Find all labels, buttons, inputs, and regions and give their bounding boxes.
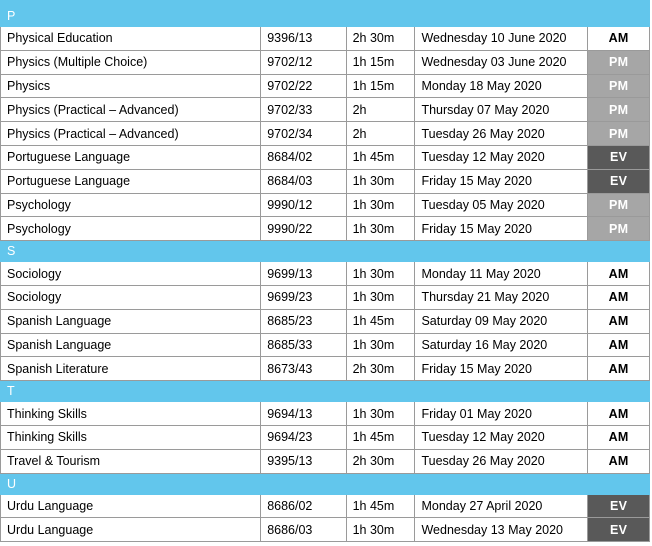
- table-row: [1, 169, 650, 193]
- cell-syllabus-code: 9702/22: [261, 74, 346, 98]
- table-row: [1, 27, 650, 51]
- cell-date: Saturday 09 May 2020: [415, 309, 588, 333]
- cell-session-badge: EV: [588, 145, 650, 169]
- cell-syllabus-code: 9699/23: [261, 285, 346, 309]
- cell-subject: Spanish Language: [1, 333, 261, 357]
- cell-session-badge: AM: [588, 285, 650, 309]
- cell-session-badge: AM: [588, 333, 650, 357]
- cell-duration: 1h 30m: [346, 217, 415, 241]
- cell-duration: 1h 45m: [346, 425, 415, 449]
- cell-duration: 1h 30m: [346, 285, 415, 309]
- cell-date: Friday 15 May 2020: [415, 357, 588, 381]
- cell-syllabus-code: 9699/13: [261, 262, 346, 286]
- cell-subject: Thinking Skills: [1, 402, 261, 426]
- table-row: [1, 449, 650, 473]
- cell-syllabus-code: 9694/13: [261, 402, 346, 426]
- cell-syllabus-code: 8685/33: [261, 333, 346, 357]
- cell-date: Tuesday 05 May 2020: [415, 193, 588, 217]
- table-row: [1, 357, 650, 381]
- group-header-row: [1, 241, 650, 262]
- cell-session-badge: AM: [588, 27, 650, 51]
- table-row: [1, 145, 650, 169]
- cell-duration: 1h 45m: [346, 309, 415, 333]
- cell-duration: 2h: [346, 122, 415, 146]
- cell-date: Wednesday 10 June 2020: [415, 27, 588, 51]
- cell-syllabus-code: 9702/34: [261, 122, 346, 146]
- cell-subject: Portuguese Language: [1, 169, 261, 193]
- cell-date: Friday 15 May 2020: [415, 169, 588, 193]
- cell-date: Friday 15 May 2020: [415, 217, 588, 241]
- table-row: [1, 425, 650, 449]
- cell-duration: 1h 45m: [346, 494, 415, 518]
- table-row: [1, 518, 650, 542]
- cell-syllabus-code: 8686/03: [261, 518, 346, 542]
- cell-subject: Psychology: [1, 217, 261, 241]
- cell-syllabus-code: 8686/02: [261, 494, 346, 518]
- cell-date: Friday 01 May 2020: [415, 402, 588, 426]
- exam-timetable-body: [1, 6, 650, 542]
- cell-subject: Physics: [1, 74, 261, 98]
- cell-subject: Psychology: [1, 193, 261, 217]
- cell-subject: Spanish Language: [1, 309, 261, 333]
- table-row: [1, 122, 650, 146]
- cell-date: Thursday 07 May 2020: [415, 98, 588, 122]
- cell-date: Saturday 16 May 2020: [415, 333, 588, 357]
- cell-duration: 1h 30m: [346, 169, 415, 193]
- cell-syllabus-code: 9702/33: [261, 98, 346, 122]
- cell-subject: Travel & Tourism: [1, 449, 261, 473]
- exam-timetable-table: [0, 5, 650, 542]
- cell-syllabus-code: 9396/13: [261, 27, 346, 51]
- group-header-letter: P: [1, 6, 650, 27]
- cell-subject: Sociology: [1, 285, 261, 309]
- cell-date: Tuesday 26 May 2020: [415, 122, 588, 146]
- cell-session-badge: PM: [588, 74, 650, 98]
- cell-session-badge: AM: [588, 309, 650, 333]
- cell-date: Wednesday 13 May 2020: [415, 518, 588, 542]
- cell-duration: 2h: [346, 98, 415, 122]
- cell-syllabus-code: 9694/23: [261, 425, 346, 449]
- cell-date: Monday 18 May 2020: [415, 74, 588, 98]
- cell-syllabus-code: 8685/23: [261, 309, 346, 333]
- cell-session-badge: PM: [588, 193, 650, 217]
- cell-duration: 1h 30m: [346, 333, 415, 357]
- cell-date: Monday 27 April 2020: [415, 494, 588, 518]
- cell-subject: Physical Education: [1, 27, 261, 51]
- cell-date: Tuesday 26 May 2020: [415, 449, 588, 473]
- cell-session-badge: AM: [588, 262, 650, 286]
- cell-subject: Urdu Language: [1, 518, 261, 542]
- cell-syllabus-code: 9990/22: [261, 217, 346, 241]
- cell-session-badge: AM: [588, 425, 650, 449]
- table-row: [1, 193, 650, 217]
- cell-subject: Spanish Literature: [1, 357, 261, 381]
- table-row: [1, 309, 650, 333]
- cell-syllabus-code: 8673/43: [261, 357, 346, 381]
- cell-date: Tuesday 12 May 2020: [415, 425, 588, 449]
- table-row: [1, 402, 650, 426]
- cell-subject: Physics (Multiple Choice): [1, 50, 261, 74]
- group-header-letter: T: [1, 381, 650, 402]
- cell-session-badge: EV: [588, 518, 650, 542]
- cell-subject: Sociology: [1, 262, 261, 286]
- cell-session-badge: PM: [588, 122, 650, 146]
- table-row: [1, 50, 650, 74]
- cell-duration: 2h 30m: [346, 357, 415, 381]
- cell-duration: 1h 30m: [346, 262, 415, 286]
- cell-session-badge: PM: [588, 217, 650, 241]
- table-row: [1, 494, 650, 518]
- table-row: [1, 262, 650, 286]
- cell-duration: 1h 30m: [346, 193, 415, 217]
- cell-subject: Portuguese Language: [1, 145, 261, 169]
- cell-session-badge: EV: [588, 169, 650, 193]
- cell-session-badge: AM: [588, 357, 650, 381]
- cell-subject: Thinking Skills: [1, 425, 261, 449]
- group-header-row: [1, 473, 650, 494]
- cell-duration: 1h 30m: [346, 402, 415, 426]
- table-row: [1, 217, 650, 241]
- cell-session-badge: EV: [588, 494, 650, 518]
- cell-session-badge: AM: [588, 402, 650, 426]
- cell-date: Thursday 21 May 2020: [415, 285, 588, 309]
- table-row: [1, 333, 650, 357]
- cell-subject: Physics (Practical – Advanced): [1, 98, 261, 122]
- group-header-letter: U: [1, 473, 650, 494]
- cell-syllabus-code: 8684/02: [261, 145, 346, 169]
- cell-session-badge: PM: [588, 98, 650, 122]
- cell-session-badge: PM: [588, 50, 650, 74]
- cell-date: Wednesday 03 June 2020: [415, 50, 588, 74]
- cell-syllabus-code: 8684/03: [261, 169, 346, 193]
- table-row: [1, 285, 650, 309]
- cell-duration: 1h 30m: [346, 518, 415, 542]
- table-row: [1, 98, 650, 122]
- cell-subject: Urdu Language: [1, 494, 261, 518]
- cell-duration: 2h 30m: [346, 449, 415, 473]
- table-row: [1, 74, 650, 98]
- cell-date: Tuesday 12 May 2020: [415, 145, 588, 169]
- cell-duration: 1h 45m: [346, 145, 415, 169]
- cell-syllabus-code: 9702/12: [261, 50, 346, 74]
- cell-duration: 1h 15m: [346, 50, 415, 74]
- cell-date: Monday 11 May 2020: [415, 262, 588, 286]
- group-header-letter: S: [1, 241, 650, 262]
- group-header-row: [1, 6, 650, 27]
- cell-session-badge: AM: [588, 449, 650, 473]
- group-header-row: [1, 381, 650, 402]
- cell-duration: 2h 30m: [346, 27, 415, 51]
- cell-syllabus-code: 9990/12: [261, 193, 346, 217]
- cell-syllabus-code: 9395/13: [261, 449, 346, 473]
- cell-duration: 1h 15m: [346, 74, 415, 98]
- cell-subject: Physics (Practical – Advanced): [1, 122, 261, 146]
